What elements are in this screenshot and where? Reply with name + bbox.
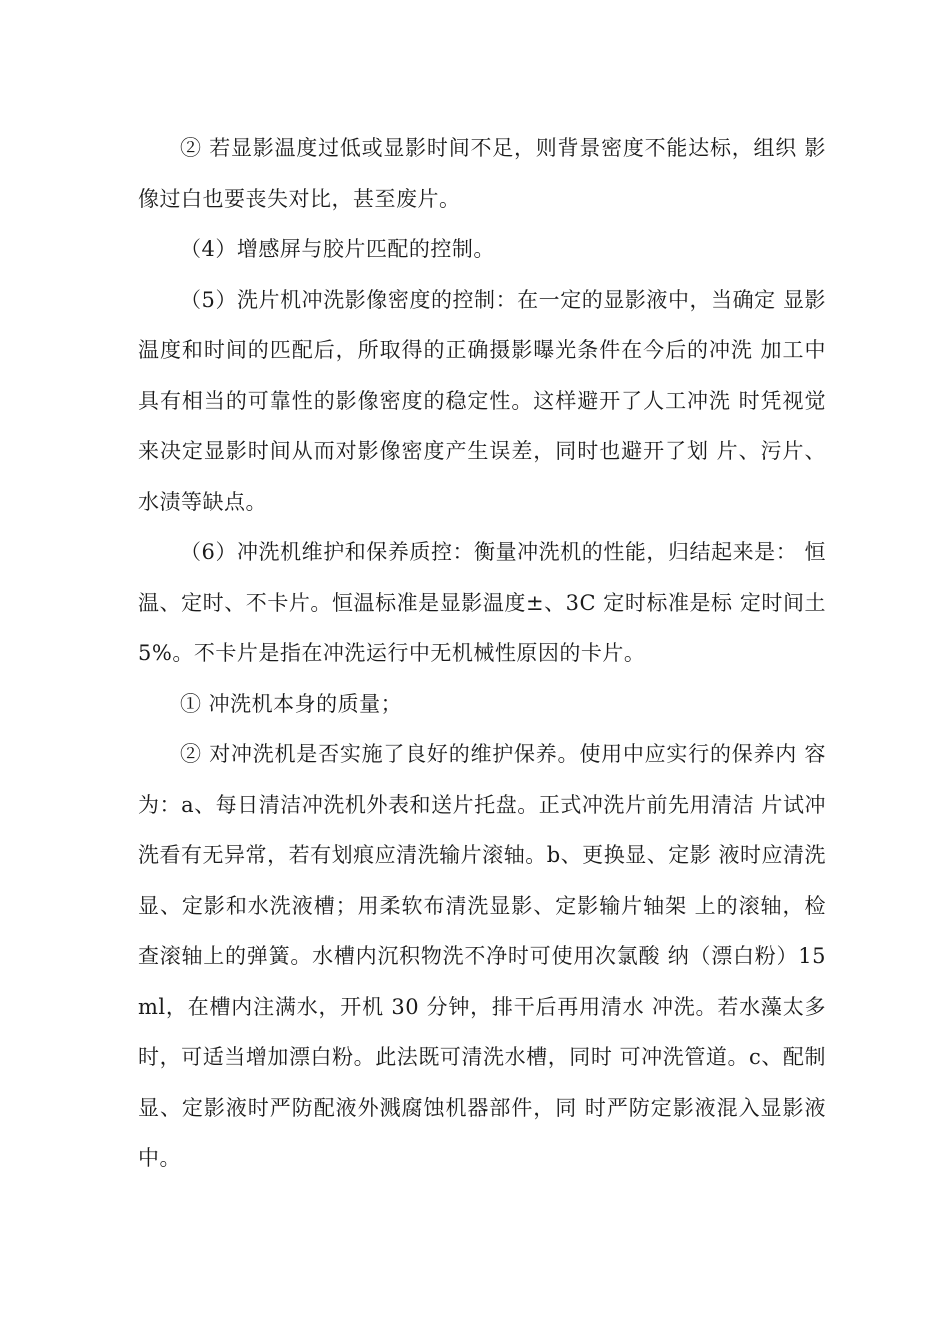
- document-body: [138, 123, 826, 1184]
- paragraph-processor-density-control: （5）洗片机冲洗影像密度的控制：在一定的显影液中，当确定 显影温度和时间的匹配后，所取得的正确摄影曝光条件在今后的冲洗 加工中具有相当的可靠性的影像密度的稳定性。这样避开了人工冲洗 时凭视觉来决定显影时间从而对影像密度产生误差，同时也避开了划 片、污片、水渍等缺点。: [138, 287, 826, 514]
- paragraph-screen-film-matching: （4）增感屏与胶片匹配的控制。: [180, 237, 495, 261]
- paragraph-processor-maintenance: （6）冲洗机维护和保养质控：衡量冲洗机的性能，归结起来是： 恒温、定时、不卡片。恒温标准是显影温度±、3C 定时标准是标 定时间土 5%。不卡片是指在冲洗运行中无机械性原因的卡片。: [138, 540, 826, 665]
- paragraph-processor-quality: ① 冲洗机本身的质量；: [180, 691, 403, 716]
- paragraph-maintenance-details: ② 对冲洗机是否实施了良好的维护保养。使用中应实行的保养内 容为：a、每日清洁冲洗机外表和送片托盘。正式冲洗片前先用清洁 片试冲洗看有无异常，若有划痕应清洗输片滚轴。b、更换显、定影 液时应清洗显、定影和水洗液槽；用柔软布清洗显影、定影输片轴架 上的滚轴，检查滚轴上的弹簧。水槽内沉积物洗不净时可使用次氯酸 纳（漂白粉）15ml，在槽内注满水，开机 30 分钟，排干后再用清水 冲洗。若水藻太多时，可适当增加漂白粉。此法既可清洗水槽，同时 可冲洗管道。c、配制显、定影液时严防配液外溅腐蚀机器部件，同 时严防定影液混入显影液中。: [138, 742, 826, 1170]
- paragraph-temperature-note: ② 若显影温度过低或显影时间不足，则背景密度不能达标，组织 影像过白也要丧失对比，甚至废片。: [138, 136, 826, 211]
